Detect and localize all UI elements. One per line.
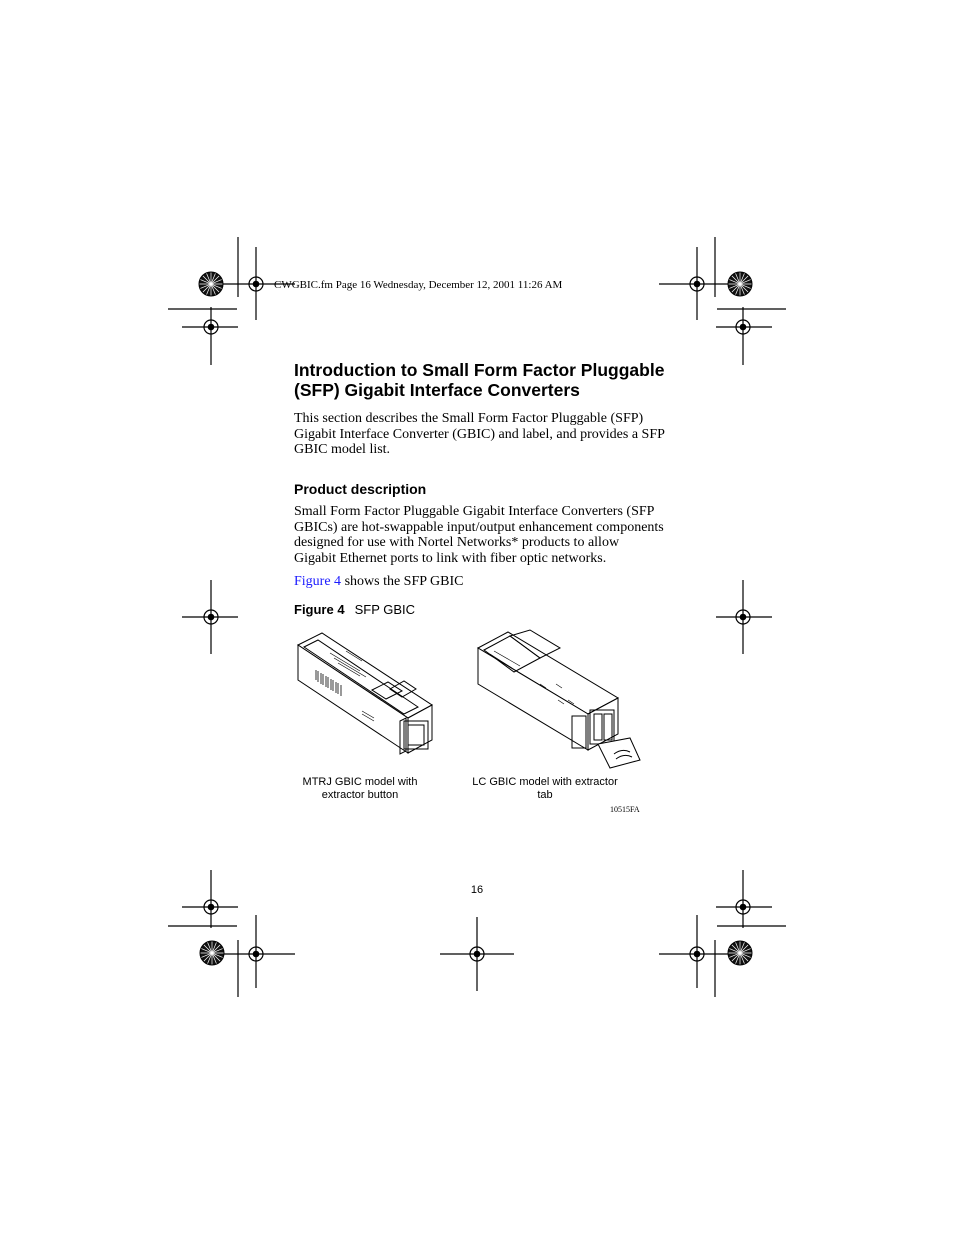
figure-reference-text: shows the SFP GBIC	[341, 574, 464, 589]
section-intro: This section describes the Small Form Factor Pluggable (SFP) Gigabit Interface Converter (GBIC) and label, and provides a SFP GBIC model list.	[294, 411, 665, 458]
figure-code: 10515FA	[610, 805, 640, 814]
figure-reference	[294, 574, 674, 590]
section-title: Introduction to Small Form Factor Pluggable (SFP) Gigabit Interface Converters	[294, 360, 665, 400]
mtrj-gbic-illustration	[290, 625, 450, 760]
product-body: Small Form Factor Pluggable Gigabit Interface Converters (SFP GBICs) are hot-swappable input/output enhancement components designed for use with Nortel Networks* products to allow Gigabit Ethernet ports to link with fiber optic networks.	[294, 504, 664, 566]
product-heading: Product description	[294, 481, 427, 497]
page-number: 16	[470, 884, 484, 896]
print-header: CWGBIC.fm Page 16 Wednesday, December 12, 2001 11:26 AM	[274, 279, 563, 291]
lc-gbic-illustration	[470, 628, 645, 778]
lc-caption: LC GBIC model with extractor tab	[472, 776, 618, 801]
figure-4-link[interactable]: Figure 4	[294, 574, 342, 589]
figure-label: Figure 4	[294, 602, 345, 617]
figure-title: SFP GBIC	[354, 602, 416, 617]
figure-caption	[294, 602, 415, 617]
mtrj-caption: MTRJ GBIC model with extractor button	[302, 776, 418, 801]
